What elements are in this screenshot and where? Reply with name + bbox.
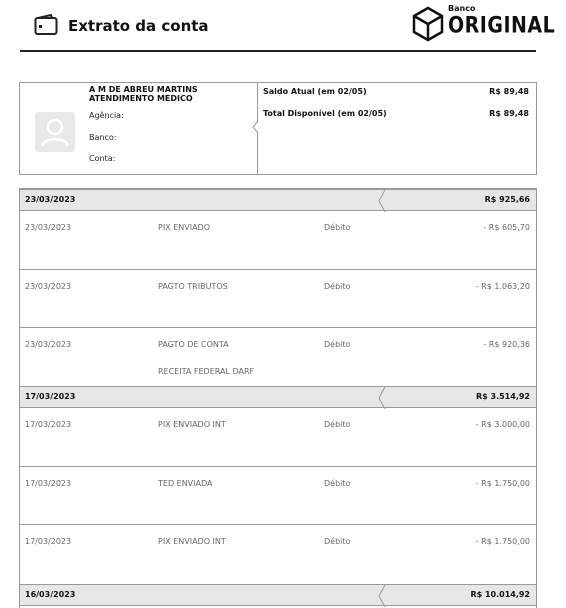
avatar — [35, 112, 75, 152]
holder-name: A M DE ABREU MARTINS — [89, 85, 198, 94]
tx-amount: - R$ 1.063,20 — [475, 282, 530, 291]
tx-description: PAGTO TRIBUTOS — [158, 282, 228, 291]
tx-date: 17/03/2023 — [25, 479, 72, 488]
day-date: 16/03/2023 — [25, 590, 76, 599]
transaction-row — [20, 467, 536, 525]
bank-logo — [412, 4, 556, 42]
saldo-atual-value: R$ 89,48 — [489, 87, 529, 96]
user-icon — [35, 112, 75, 152]
tx-type: Débito — [324, 420, 351, 429]
tx-date: 23/03/2023 — [25, 282, 72, 291]
statement-table — [19, 188, 537, 608]
tx-amount: - R$ 1.750,00 — [475, 537, 530, 546]
account-summary — [19, 82, 537, 175]
tx-type: Débito — [324, 537, 351, 546]
transaction-row — [20, 525, 536, 584]
tx-amount: - R$ 605,70 — [483, 223, 530, 232]
agencia-label: Agência: — [89, 111, 124, 120]
account-holder — [89, 85, 198, 103]
tx-amount: - R$ 3.000,00 — [475, 420, 530, 429]
logo-small-text: Banco — [448, 4, 476, 13]
saldo-atual-label: Saldo Atual (em 02/05) — [263, 87, 367, 96]
day-date: 17/03/2023 — [25, 392, 76, 401]
day-balance: R$ 3.514,92 — [476, 392, 530, 401]
day-balance: R$ 925,66 — [484, 195, 530, 204]
day-header-row — [20, 386, 536, 408]
conta-label: Conta: — [89, 154, 116, 163]
tx-extra-description: RECEITA FEDERAL DARF — [158, 367, 255, 376]
day-date: 23/03/2023 — [25, 195, 76, 204]
transaction-row — [20, 328, 536, 386]
tx-type: Débito — [324, 340, 351, 349]
notch-icon — [377, 585, 387, 607]
day-balance: R$ 10.014,92 — [470, 590, 530, 599]
cube-logo-icon — [412, 6, 444, 42]
notch-icon — [377, 387, 387, 409]
total-disponivel-value: R$ 89,48 — [489, 109, 529, 118]
tx-description: PIX ENVIADO INT — [158, 420, 226, 429]
tx-type: Débito — [324, 223, 351, 232]
tx-amount: - R$ 1.750,00 — [475, 479, 530, 488]
page-title: Extrato da conta — [68, 17, 209, 35]
notch-icon — [377, 190, 387, 212]
tx-type: Débito — [324, 479, 351, 488]
tx-date: 23/03/2023 — [25, 340, 72, 349]
transaction-row — [20, 270, 536, 328]
banco-label: Banco: — [89, 133, 117, 142]
day-header-row — [20, 584, 536, 606]
total-disponivel-label: Total Disponível (em 02/05) — [263, 109, 387, 118]
tx-type: Débito — [324, 282, 351, 291]
transaction-row — [20, 408, 536, 467]
transaction-row — [20, 211, 536, 270]
tx-description: PIX ENVIADO INT — [158, 537, 226, 546]
tx-date: 17/03/2023 — [25, 420, 72, 429]
tx-amount: - R$ 920,36 — [483, 340, 530, 349]
page-header — [20, 0, 556, 52]
tx-date: 23/03/2023 — [25, 223, 72, 232]
tx-description: TED ENVIADA — [158, 479, 213, 488]
divider-notch-icon — [252, 121, 260, 133]
wallet-icon — [34, 14, 58, 36]
tx-description: PAGTO DE CONTA — [158, 340, 229, 349]
logo-big-text: ORIGINAL — [448, 13, 556, 39]
holder-business: ATENDIMENTO MEDICO — [89, 94, 193, 103]
tx-description: PIX ENVIADO — [158, 223, 211, 232]
day-header-row — [20, 189, 536, 211]
tx-date: 17/03/2023 — [25, 537, 72, 546]
